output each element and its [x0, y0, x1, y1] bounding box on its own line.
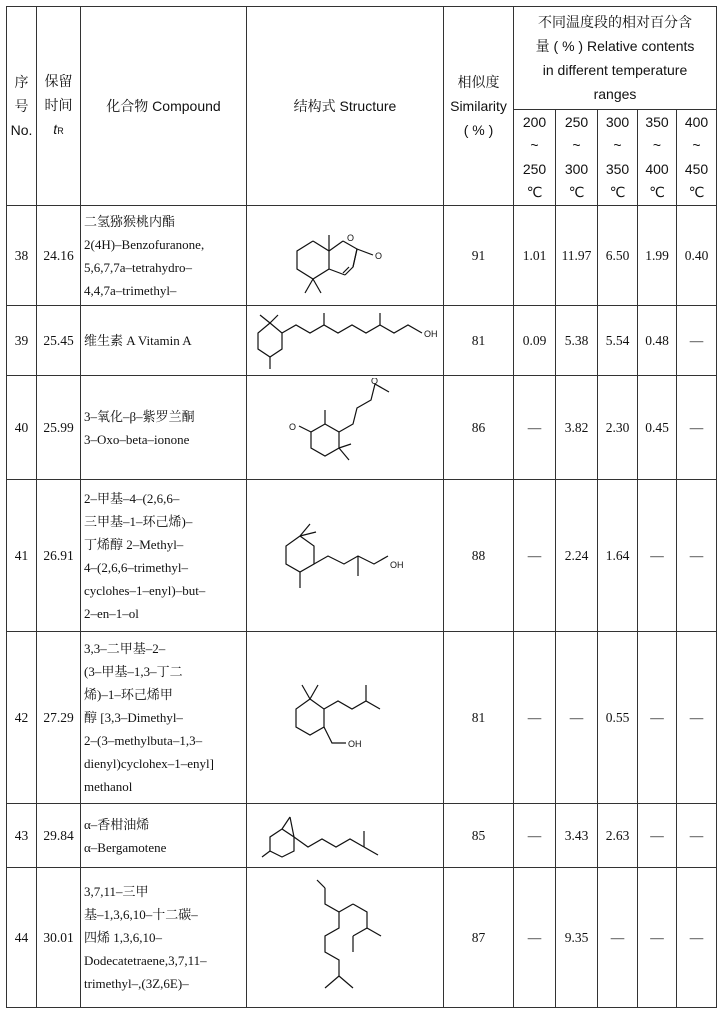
relative-content-1: —	[556, 632, 598, 804]
compound-line: 三甲基–1–环己烯)–	[84, 513, 193, 529]
row-number: 38	[7, 206, 37, 306]
retention-time: 30.01	[37, 868, 81, 1008]
compound-name	[81, 376, 247, 480]
compound-line: 3–Oxo–beta–ionone	[84, 431, 190, 447]
relative-content-0: —	[514, 632, 556, 804]
compound-line: 2–甲基–4–(2,6,6–	[84, 490, 180, 506]
relative-content-4: —	[677, 632, 717, 804]
compound-table	[6, 6, 717, 1008]
compound-line: 4–(2,6,6–trimethyl–	[84, 559, 188, 575]
row-number: 42	[7, 632, 37, 804]
compound-line: 2(4H)–Benzofuranone,	[84, 236, 205, 252]
header-range-0: 200 ~ 250 ℃	[514, 110, 556, 206]
structure-cell	[247, 632, 444, 804]
relative-content-4: —	[677, 804, 717, 868]
oxo-ionone-structure	[247, 378, 443, 478]
relative-content-1: 5.38	[556, 306, 598, 376]
compound-name	[81, 804, 247, 868]
compound-name	[81, 480, 247, 632]
row-number: 39	[7, 306, 37, 376]
similarity: 85	[444, 804, 514, 868]
relative-content-4: 0.40	[677, 206, 717, 306]
compound-line: 四烯 1,3,6,10–	[84, 930, 163, 945]
similarity: 87	[444, 868, 514, 1008]
svg-text:OH: OH	[424, 328, 438, 339]
relative-content-1: 3.82	[556, 376, 598, 480]
relative-content-2: 2.63	[598, 804, 638, 868]
compound-line: 5,6,7,7a–tetrahydro–	[84, 259, 192, 275]
compound-line: α–香柑油烯	[84, 816, 150, 832]
svg-text:O: O	[375, 250, 383, 261]
relative-content-2: 1.64	[598, 480, 638, 632]
retention-time: 24.16	[37, 206, 81, 306]
structure-cell	[247, 804, 444, 868]
header-retention-time: 保留 时间 tR	[37, 7, 81, 206]
compound-name	[81, 306, 247, 376]
relative-content-1: 9.35	[556, 868, 598, 1008]
similarity: 81	[444, 632, 514, 804]
compound-line: 烯)–1–环己烯甲	[84, 687, 173, 702]
relative-content-2: 6.50	[598, 206, 638, 306]
bergamotene-structure	[247, 811, 443, 861]
header-relative-contents: 不同温度段的相对百分含 量 ( % ) Relative contents in different temperature ranges	[514, 7, 717, 110]
compound-line: cyclohes–1–enyl)–but–	[84, 582, 206, 598]
table-row	[7, 206, 717, 306]
header-range-4: 400 ~ 450 ℃	[677, 110, 717, 206]
table-row	[7, 632, 717, 804]
compound-line: 3–氧化–β–紫罗兰酮	[84, 408, 195, 424]
relative-content-2: 5.54	[598, 306, 638, 376]
header-range-2: 300 ~ 350 ℃	[598, 110, 638, 206]
header-compound: 化合物 Compound	[81, 7, 247, 206]
header-range-1: 250 ~ 300 ℃	[556, 110, 598, 206]
svg-text:OH: OH	[348, 738, 362, 749]
table-row	[7, 306, 717, 376]
methyl-butenol-structure	[247, 506, 443, 606]
similarity: 86	[444, 376, 514, 480]
compound-line: 2–(3–methylbuta–1,3–	[84, 733, 203, 748]
compound-line: dienyl)cyclohex–1–enyl]	[84, 756, 214, 771]
relative-content-3: —	[638, 804, 677, 868]
svg-text:O: O	[371, 377, 379, 386]
relative-content-3: 0.45	[638, 376, 677, 480]
compound-name	[81, 632, 247, 804]
row-number: 41	[7, 480, 37, 632]
relative-content-2: —	[598, 868, 638, 1008]
retention-time: 26.91	[37, 480, 81, 632]
table-row	[7, 480, 717, 632]
row-number: 43	[7, 804, 37, 868]
compound-line: 4,4,7a–trimethyl–	[84, 282, 177, 298]
compound-line: Dodecatetraene,3,7,11–	[84, 953, 207, 968]
dodecatetraene-structure	[247, 878, 443, 998]
relative-content-0: —	[514, 804, 556, 868]
relative-content-1: 11.97	[556, 206, 598, 306]
similarity: 81	[444, 306, 514, 376]
compound-line: 3,7,11–三甲	[84, 884, 149, 899]
compound-line: 丁烯醇 2–Methyl–	[84, 536, 184, 552]
header-structure: 结构式 Structure	[247, 7, 444, 206]
relative-content-2: 2.30	[598, 376, 638, 480]
row-number: 40	[7, 376, 37, 480]
compound-line: 基–1,3,6,10–十二碳–	[84, 907, 198, 922]
compound-line: methanol	[84, 779, 133, 794]
retention-time: 25.99	[37, 376, 81, 480]
retention-time: 29.84	[37, 804, 81, 868]
compound-line: trimethyl–,(3Z,6E)–	[84, 976, 189, 991]
compound-line: α–Bergamotene	[84, 839, 167, 855]
relative-content-1: 2.24	[556, 480, 598, 632]
compound-line: 二氢猕猴桃内酯	[84, 213, 176, 229]
dihydroactinidiolide-structure	[247, 211, 443, 301]
table-row	[7, 804, 717, 868]
header-range-3: 350 ~ 400 ℃	[638, 110, 677, 206]
relative-content-0: —	[514, 376, 556, 480]
relative-content-3: —	[638, 632, 677, 804]
header-no: 序 号 No.	[7, 7, 37, 206]
compound-name	[81, 206, 247, 306]
row-number: 44	[7, 868, 37, 1008]
relative-content-3: —	[638, 480, 677, 632]
relative-content-2: 0.55	[598, 632, 638, 804]
relative-content-4: —	[677, 376, 717, 480]
cyclohexenyl-methanol-structure	[247, 663, 443, 773]
table-row	[7, 376, 717, 480]
structure-cell	[247, 376, 444, 480]
retention-time: 27.29	[37, 632, 81, 804]
similarity: 91	[444, 206, 514, 306]
relative-content-3: 0.48	[638, 306, 677, 376]
compound-line: 维生素 A Vitamin A	[84, 333, 192, 348]
relative-content-1: 3.43	[556, 804, 598, 868]
svg-text:O: O	[289, 421, 297, 432]
compound-name	[81, 868, 247, 1008]
compound-line: 3,3–二甲基–2–	[84, 641, 166, 656]
relative-content-4: —	[677, 306, 717, 376]
relative-content-0: —	[514, 480, 556, 632]
relative-content-3: —	[638, 868, 677, 1008]
retention-time: 25.45	[37, 306, 81, 376]
svg-text:OH: OH	[390, 559, 404, 570]
table-row	[7, 868, 717, 1008]
header-similarity: 相似度 Similarity ( % )	[444, 7, 514, 206]
relative-content-4: —	[677, 868, 717, 1008]
structure-cell	[247, 480, 444, 632]
compound-line: (3–甲基–1,3–丁二	[84, 664, 183, 679]
relative-content-0: 0.09	[514, 306, 556, 376]
vitamin-a-structure	[247, 311, 443, 371]
structure-cell	[247, 206, 444, 306]
structure-cell	[247, 306, 444, 376]
compound-line: 2–en–1–ol	[84, 605, 139, 621]
relative-content-4: —	[677, 480, 717, 632]
relative-content-0: 1.01	[514, 206, 556, 306]
relative-content-0: —	[514, 868, 556, 1008]
compound-line: 醇 [3,3–Dimethyl–	[84, 710, 183, 725]
svg-text:O: O	[347, 232, 355, 243]
relative-content-3: 1.99	[638, 206, 677, 306]
similarity: 88	[444, 480, 514, 632]
structure-cell	[247, 868, 444, 1008]
